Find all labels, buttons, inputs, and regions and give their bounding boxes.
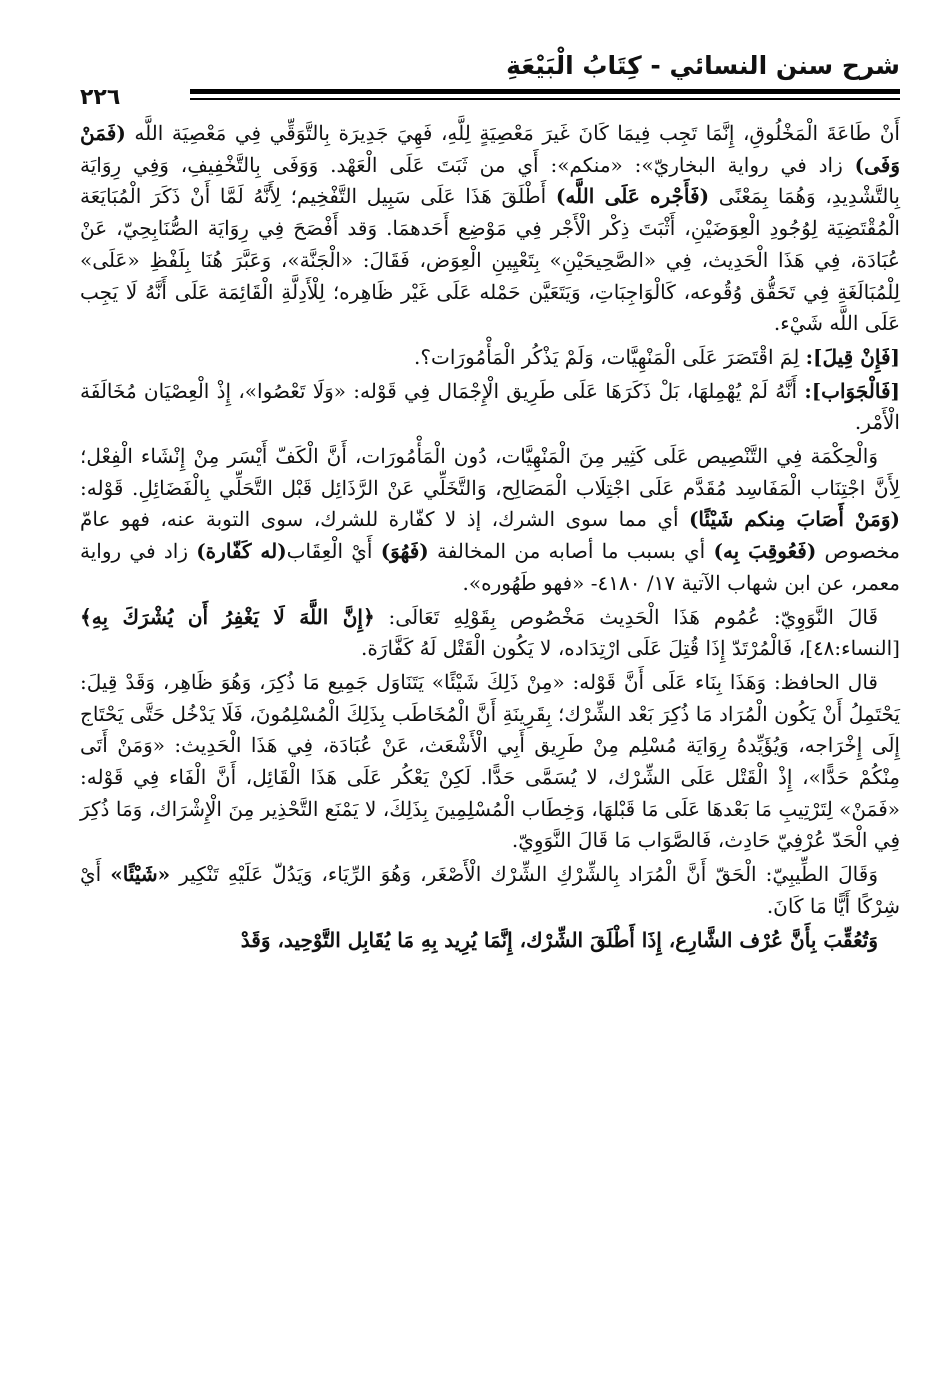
bold-segment: وَتُعُقِّبَ بِأَنَّ عُرْف الشَّارِع، إِذَا أَطْلَقَ الشِّرْك، إِنَّمَا يُرِيد بِهِ مَا يُقَابِل التَّوْحِيد، وَقَدْ xyxy=(240,927,878,952)
bold-segment: (فَهُوَ) xyxy=(380,539,429,564)
paragraph xyxy=(80,602,900,665)
paragraph xyxy=(80,342,900,374)
text-segment: وَالْحِكْمَة فِي التَّنْصِيص عَلَى كَثِير مِنَ الْمَنْهِيَّات، دُون الْمَأْمُورَات، أَنَّ الْكَفّ أَيْسَر مِنْ إِنْشَاء الْفِعْل؛ لِأَنَّ اجْتِنَاب الْمَفَاسِد مُقَدَّم عَلَى اجْتِلَاب الْمَصَالِح، وَالتَّخَلِّي عَنْ الرَّذَائِل قَبْل التَّحَلِّي بِالْفَضَائِلِ. قَوْله: xyxy=(80,444,900,500)
text-segment: أَيْ شِرْكًا أَيًّا مَا كَانَ. xyxy=(80,862,900,918)
bold-segment: (له كَفّارة) xyxy=(196,539,287,564)
header-rule-thin xyxy=(190,98,900,100)
bold-segment: (وَمَنْ أَصَابَ مِنكم شَيْئًا) xyxy=(688,507,900,532)
paragraph xyxy=(80,859,900,922)
text-segment: أَيْ الْعِقَاب xyxy=(286,539,381,564)
bold-segment: (فَمَنْ وَفَى) xyxy=(80,121,900,177)
paragraph xyxy=(80,376,900,439)
bold-segment: (فَعُوقِبَ بِه) xyxy=(713,539,817,564)
text-segment: زاد في رواية البخاريّ»: «منكم»: أَي من ثَبَتَ عَلَى الْعَهْد. وَوَفَى بِالتَّخْفِيفِ، وَفِي رِوَايَة بِالتَّشْدِيدِ، وَهُمَا بِمَعْنًى xyxy=(80,152,900,209)
body-text xyxy=(80,118,900,956)
text-segment: أَنَّهُ لَمْ يُهْمِلهَا، بَلْ ذَكَرَهَا عَلَى طَرِيق الْإِجْمَال فِي قَوْله: «وَلَا تَعْصُوا»، إِذْ الْعِصْيَان مُخَالَفَة الْأَمْر. xyxy=(80,378,900,435)
paragraph xyxy=(80,118,900,340)
text-segment: أي مما سوى الشرك، إذ لا كفّارة للشرك، سوى التوبة عنه، فهو عامّ مخصوص xyxy=(80,507,900,564)
bold-segment: [فَالْجَوَاب]: xyxy=(804,378,900,403)
paragraph xyxy=(80,667,900,857)
text-segment: أَنْ طَاعَةَ الْمَخْلُوقِ، إِنَّمَا تَجِب فِيمَا كَانَ غَيرَ مَعْصِيَةٍ لِلَّهِ، فَهِيَ جَدِيرَة بِالتَّوَقِّي فِي مَعْصِيَة اللَّه xyxy=(125,121,900,145)
running-title: شرح سنن النسائي - كِتَابُ الْبَيْعَةِ xyxy=(506,51,900,80)
text-segment: زاد في رواية معمر، عن ابن شهاب الآتية ١٧/ ٤١٨٠- «فهو طَهُوره». xyxy=(80,539,900,595)
paragraph xyxy=(80,441,900,600)
bold-segment: «شَيْئًا» xyxy=(110,862,171,887)
text-segment: قال الحافظ: وَهَذَا بِنَاء عَلَى أَنَّ قَوْله: «مِنْ ذَلِكَ شَيْئًا» يَتَنَاوَل جَمِيع مَا ذُكِرَ، وَهُوَ ظَاهِر، وَقَدْ قِيلَ: يَحْتَمِلُ أَنْ يَكُون الْمُرَاد مَا ذُكِرَ بَعْد الشِّرْك؛ بِقَرِينَةِ أَنَّ الْمُخَاطَب بِذَلِكَ الْمُسْلِمُونَ، فَلَا يَدْخُل حَتَّى يَحْتَاج إِلَى إِخْرَاجه، وَيُؤَيِّدهُ رِوَايَة مُسْلِم مِنْ طَرِيق أَبِي الْأَشْعَث، عَنْ عُبَادَة، فِي هَذَا الْحَدِيث: «وَمَنْ أَتَى مِنْكُمْ حَدًّا»، إِذْ الْقَتْل عَلَى الشِّرْك، لا يُسَمَّى حَدًّا. لَكِنْ يَعْكُر عَلَى هَذَا الْقَائِل، أَنَّ الْفَاء فِي قَوْله: «فَمَنْ» لِتَرْتِيبِ مَا بَعْدهَا عَلَى مَا قَبْلهَا، وَخِطَاب الْمُسْلِمِينَ بِذَلِكَ، لا يَمْنَع التَّحْذِير مِنَ الْإِشْرَاك، وَمَا ذُكِرَ فِي الْحَدّ عُرْفِيّ حَادِث، فَالصَّوَاب مَا قَالَ النَّوَوِيّ. xyxy=(80,669,900,853)
text-segment: قَالَ النَّوَوِيّ: عُمُوم هَذَا الْحَدِيث مَخْصُوص بِقَوْلِهِ تَعَالَى: xyxy=(374,604,878,629)
bold-segment: ﴿إِنَّ اللَّهَ لَا يَغْفِرُ أَن يُشْرَكَ بِهِ﴾ xyxy=(80,604,375,629)
header-rule-thick xyxy=(190,89,900,94)
text-segment: لِمَ اقْتَصَرَ عَلَى الْمَنْهِيَّات، وَلَمْ يَذْكُر الْمَأْمُورَات؟. xyxy=(414,344,806,369)
text-segment: [النساء:٤٨]، فَالْمُرْتَدّ إِذَا قُتِلَ عَلَى ارْتِدَاده، لا يَكُون الْقَتْل لَهُ كَفَّارَة. xyxy=(361,636,900,661)
text-segment: أي بسبب ما أصابه من المخالفة xyxy=(428,539,714,564)
text-segment: أَطْلَقَ هَذَا عَلَى سَبِيل التَّفْخِيم؛ لِأَنَّهُ لَمَّا أَنْ ذَكَرَ الْمُبَايَعَة الْمُقْتَضِيَة لِوُجُودِ الْعِوَضَيْنِ، أَثْبَتَ ذِكْر الْأَجْر فِي مَوْضِع أَحَدهمَا. وَقد أَفْصَحَ فِي رِوَايَة الصُّنَابِحِيّ، عَنْ عُبَادَة، فِي هَذَا الْحَدِيث، فِي «الصَّحِيحَيْنِ» بِتَعْيِينِ الْعِوَض، فَقَالَ: «الْجَنَّة»، وَعَبَّرَ هُنَا بِلَفْظِ «عَلَى» لِلْمُبَالَغَةِ فِي تَحَقُّق وُقُوعه، كَالْوَاجِبَاتِ، وَيَتَعَيَّن حَمْله عَلَى غَيْر ظَاهِره؛ لِلْأَدِلَّةِ الْقَائِمَة عَلَى أَنَّهُ لَا يَجِب عَلَى اللَّه شَيْء. xyxy=(80,184,900,336)
bold-segment: [فَإِنْ قِيلَ]: xyxy=(805,344,900,369)
text-segment: وَقَالَ الطِّيبِيّ: الْحَقّ أَنَّ الْمُرَاد بِالشِّرْكِ الشِّرْك الْأَصْغَر، وَهُوَ الرِّيَاء، وَيَدُلّ عَلَيْهِ تَنْكِير xyxy=(170,862,878,887)
page-number: ٢٢٦ xyxy=(80,85,121,110)
bold-segment: (فَأَجْره عَلَى اللَّه) xyxy=(555,184,710,209)
paragraph xyxy=(80,925,900,957)
page-header xyxy=(80,50,900,110)
